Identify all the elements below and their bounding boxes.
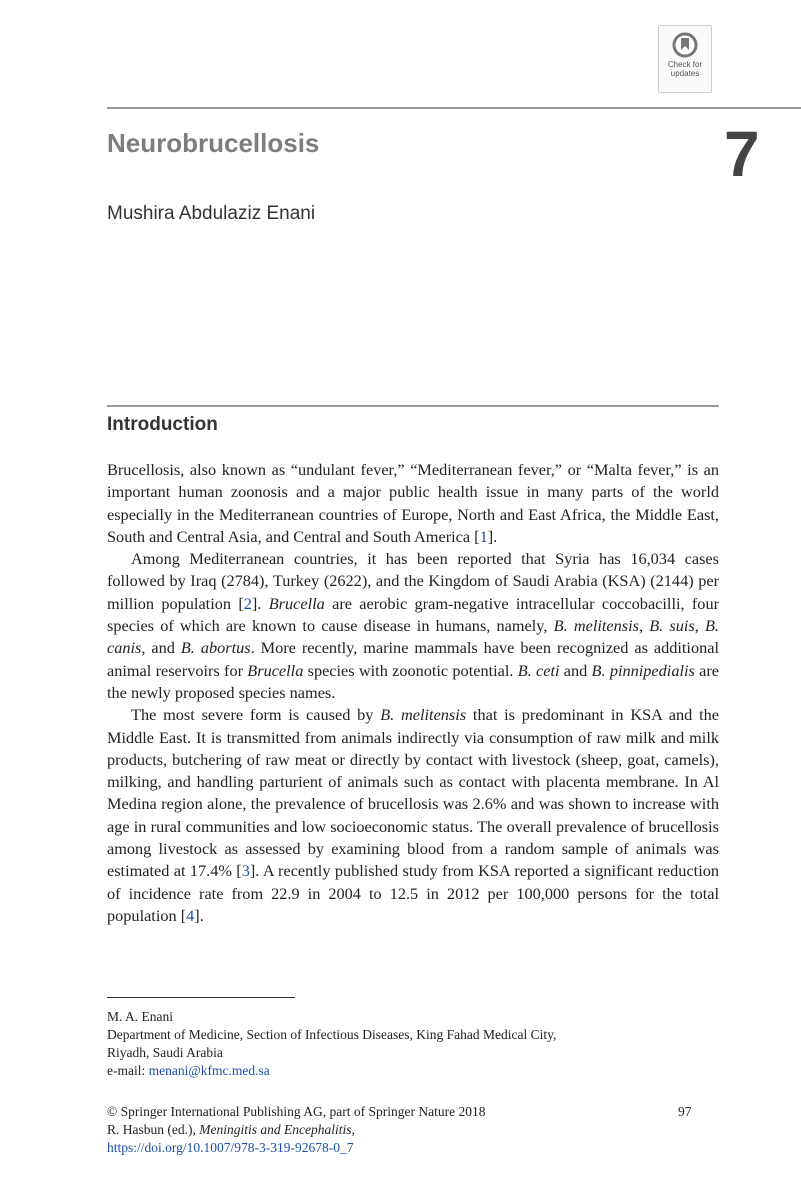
citation-link-4[interactable]: 4 (186, 905, 195, 925)
copyright-line: © Springer International Publishing AG, part of Springer Nature 2018 (107, 1104, 486, 1119)
affiliation-email-line: e-mail: menani@kfmc.med.sa (107, 1063, 270, 1078)
doi-link[interactable]: https://doi.org/10.1007/978-3-319-92678-0_7 (107, 1140, 354, 1155)
header-divider (107, 107, 801, 109)
citation-link-2[interactable]: 2 (243, 593, 252, 613)
check-for-updates-badge[interactable] (658, 25, 712, 93)
copyright-block (107, 1103, 719, 1157)
citation-link-1[interactable]: 1 (479, 526, 488, 546)
book-reference-line: R. Hasbun (ed.), Meningitis and Encephalitis, (107, 1122, 355, 1137)
section-divider (107, 405, 719, 407)
badge-label-line1: Check for (667, 60, 703, 69)
author-name: Mushira Abdulaziz Enani (107, 203, 316, 224)
affiliation-name: M. A. Enani (107, 1009, 173, 1024)
check-for-updates-icon (672, 32, 698, 58)
badge-label-line2: updates (670, 69, 700, 78)
body-text (107, 459, 719, 927)
section-heading: Introduction (107, 414, 218, 435)
affiliation-department: Department of Medicine, Section of Infectious Diseases, King Fahad Medical City, (107, 1027, 557, 1042)
email-link[interactable]: menani@kfmc.med.sa (148, 1063, 270, 1078)
affiliation-city: Riyadh, Saudi Arabia (107, 1045, 223, 1060)
paragraph-3: The most severe form is caused by B. melitensis that is predominant in KSA and the Middle East. It is transmitted from animals indirectly via consumption of raw milk and milk products, butchering of raw meat or directly by contact with livestock (sheep, goat, camels), milking, and handling parturient of animals such as contact with placenta membrane. In Al Medina region alone, the prevalence of brucellosis was 2.6% and was shown to increase with age in rural communities and low socioeconomic status. The overall prevalence of brucellosis among livestock as assessed by examining blood from a random sample of animals was estimated at 17.4% [3]. A recently published study from KSA reported a significant reduction of incidence rate from 22.9 in 2004 to 12.5 in 2012 per 100,000 persons for the total population [4]. (107, 705, 719, 925)
paragraph-1: Brucellosis, also known as “undulant fever,” “Mediterranean fever,” or “Malta fever,” is an important human zoonosis and a major public health issue in many parts of the world especially in the Mediterranean countries of Europe, North and East Africa, the Middle East, South and Central Asia, and Central and South America [1]. (107, 460, 719, 546)
chapter-title: Neurobrucellosis (107, 128, 320, 158)
paragraph-2: Among Mediterranean countries, it has been reported that Syria has 16,034 cases followed by Iraq (2784), Turkey (2622), and the Kingdom of Saudi Arabia (KSA) (2144) per million population [2]. Brucella are aerobic gram-negative intracellular coccobacilli, four species of which are known to cause disease in humans, namely, B. melitensis, B. suis, B. canis, and B. abortus. More recently, marine mammals have been recognized as additional animal reservoirs for Brucella species with zoonotic potential. B. ceti and B. pinnipedialis are the newly proposed species names. (107, 549, 720, 702)
page-number: 97 (678, 1104, 692, 1119)
citation-link-3[interactable]: 3 (241, 861, 250, 881)
chapter-number: 7 (724, 118, 760, 190)
footnote-divider (107, 997, 295, 998)
author-affiliation (107, 1008, 719, 1080)
